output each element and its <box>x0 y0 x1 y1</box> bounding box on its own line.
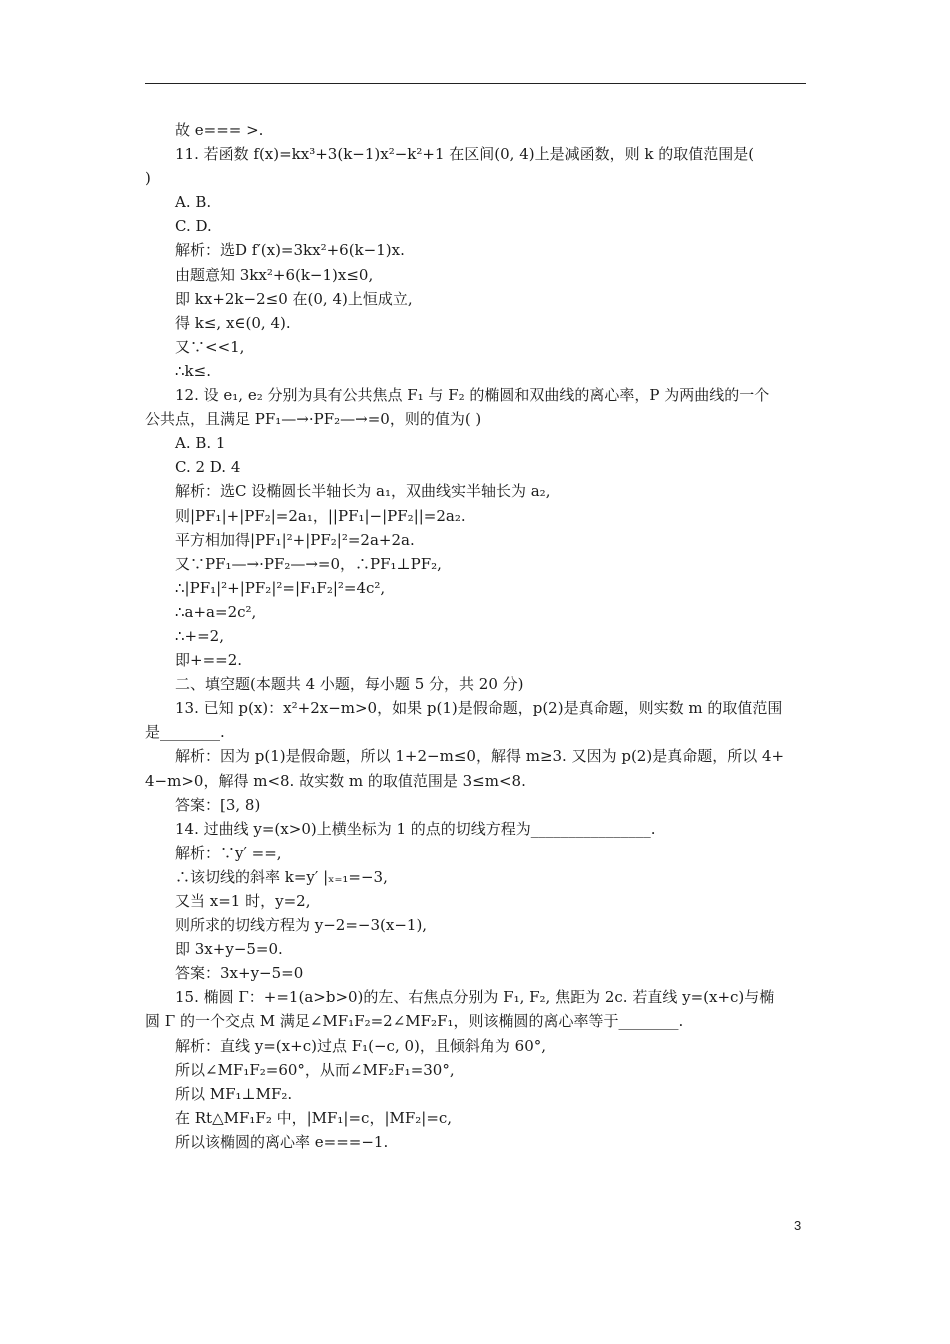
page-number: 3 <box>794 1218 802 1233</box>
text-line: 所以∠MF₁F₂=60°，从而∠MF₂F₁=30°, <box>175 1060 455 1079</box>
text-line: 即 kx+2k−2≤0 在(0, 4)上恒成立, <box>175 289 413 308</box>
text-line: C. D. <box>175 217 212 236</box>
document-body <box>145 118 810 1154</box>
text-line: 圆 Γ 的一个交点 M 满足∠MF₁F₂=2∠MF₂F₁，则该椭圆的离心率等于________. <box>145 1012 684 1031</box>
text-line: ∴+=2, <box>175 626 224 645</box>
text-line: 由题意知 3kx²+6(k−1)x≤0, <box>175 265 374 284</box>
text-line: A. B. 1 <box>175 434 226 453</box>
text-line: 13. 已知 p(x)：x²+2x−m>0，如果 p(1)是假命题，p(2)是真命题，则实数 m 的取值范围 <box>175 699 783 718</box>
text-line: 又当 x=1 时，y=2, <box>175 892 311 910</box>
text-line: 解析：因为 p(1)是假命题，所以 1+2−m≤0，解得 m≥3. 又因为 p(2)是真命题，所以 4+ <box>175 747 785 766</box>
text-line: 即 3x+y−5=0. <box>175 940 283 959</box>
text-line: 14. 过曲线 y=(x>0)上横坐标为 1 的点的切线方程为________________. <box>175 819 656 838</box>
text-line: 12. 设 e₁, e₂ 分别为具有公共焦点 F₁ 与 F₂ 的椭圆和双曲线的离心率，P 为两曲线的一个 <box>175 386 770 405</box>
text-line: 4−m>0，解得 m<8. 故实数 m 的取值范围是 3≤m<8. <box>145 771 526 790</box>
text-line: 得 k≤, x∈(0, 4). <box>175 313 291 332</box>
header-rule <box>145 83 806 84</box>
text-line: 所以 MF₁⊥MF₂. <box>175 1084 293 1103</box>
text-line: 解析：∵y′ ==, <box>175 843 282 862</box>
text-line: ∴k≤. <box>175 361 211 380</box>
text-line: C. 2 D. 4 <box>175 458 241 477</box>
text-line: 解析：选D f′(x)=3kx²+6(k−1)x. <box>175 241 405 260</box>
text-line: 平方相加得|PF₁|²+|PF₂|²=2a+2a. <box>175 530 415 549</box>
text-line: 公共点，且满足 PF₁—→·PF₂—→=0，则的值为( ) <box>145 410 482 429</box>
text-line: ∴a+a=2c², <box>175 602 257 621</box>
text-line: 11. 若函数 f(x)=kx³+3(k−1)x²−k²+1 在区间(0, 4)上是减函数，则 k 的取值范围是( <box>175 145 755 164</box>
text-line: 二、填空题(本题共 4 小题，每小题 5 分，共 20 分) <box>175 675 524 694</box>
text-line: 答案：[3, 8) <box>175 795 261 814</box>
text-line: 则所求的切线方程为 y−2=−3(x−1), <box>175 916 428 935</box>
text-line: ) <box>145 169 151 188</box>
text-line: 则|PF₁|+|PF₂|=2a₁，||PF₁|−|PF₂||=2a₂. <box>175 506 466 525</box>
text-line: 答案：3x+y−5=0 <box>175 964 304 983</box>
text-line: 故 e=== >. <box>175 121 264 139</box>
text-line: 又∵<<1, <box>175 337 245 356</box>
text-line: A. B. <box>175 193 212 212</box>
text-line: 是________. <box>145 723 225 742</box>
text-line: ∴|PF₁|²+|PF₂|²=|F₁F₂|²=4c², <box>175 578 386 597</box>
text-line: 又∵PF₁—→·PF₂—→=0，∴PF₁⊥PF₂, <box>175 554 442 573</box>
text-line: 解析：直线 y=(x+c)过点 F₁(−c, 0)，且倾斜角为 60°, <box>175 1036 547 1055</box>
text-line: 在 Rt△MF₁F₂ 中，|MF₁|=c，|MF₂|=c, <box>175 1108 453 1127</box>
text-line: ∴该切线的斜率 k=y′ |ₓ₌₁=−3, <box>175 867 388 886</box>
text-line: 解析：选C 设椭圆长半轴长为 a₁，双曲线实半轴长为 a₂, <box>175 482 551 501</box>
text-line: 即+==2. <box>175 651 243 670</box>
text-line: 15. 椭圆 Γ：+=1(a>b>0)的左、右焦点分别为 F₁, F₂, 焦距为 2c. 若直线 y=(x+c)与椭 <box>175 988 775 1007</box>
text-line: 所以该椭圆的离心率 e===−1. <box>175 1132 389 1151</box>
